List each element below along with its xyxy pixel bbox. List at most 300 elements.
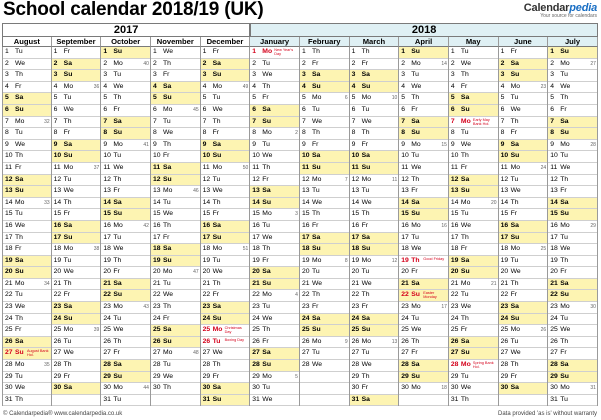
- weekday-abbr: Tu: [63, 256, 72, 264]
- weekday-abbr: Fr: [311, 59, 319, 67]
- day-number: 13: [450, 187, 459, 195]
- day-label: [103, 326, 123, 333]
- day-label: [5, 268, 24, 275]
- day-label: [103, 384, 122, 391]
- day-number: 19: [550, 256, 558, 264]
- weekday-abbr: Th: [311, 129, 320, 137]
- weekday-abbr: Fr: [510, 129, 517, 137]
- day-label: [501, 48, 517, 55]
- week-number: 13: [391, 338, 398, 345]
- weekday-abbr: We: [262, 314, 273, 322]
- weekday-abbr: We: [63, 105, 74, 113]
- day-label: [103, 176, 121, 183]
- day-label: [451, 396, 469, 403]
- day-cell: [449, 314, 498, 326]
- day-label: [252, 94, 268, 101]
- day-number: 20: [53, 268, 62, 276]
- day-number: 4: [5, 82, 9, 90]
- day-number: 3: [550, 71, 554, 79]
- day-number: 9: [5, 140, 9, 148]
- day-number: 1: [152, 48, 157, 55]
- day-number: 28: [550, 361, 558, 369]
- day-number: 27: [252, 349, 260, 357]
- day-label: [153, 373, 173, 380]
- day-number: 11: [351, 163, 359, 171]
- empty-cell: [52, 395, 101, 407]
- day-label: [501, 164, 520, 171]
- day-label: [103, 210, 122, 217]
- day-label: [352, 384, 368, 391]
- day-number: 11: [252, 163, 260, 171]
- weekday-abbr: Tu: [262, 221, 270, 229]
- month-column-june: [499, 47, 549, 406]
- weekday-abbr: Sa: [15, 94, 24, 102]
- day-label: [550, 129, 569, 136]
- day-cell: [350, 372, 399, 384]
- day-number: 5: [103, 94, 108, 102]
- day-cell: [201, 209, 250, 221]
- weekday-abbr: Su: [262, 279, 271, 287]
- day-label: [103, 118, 121, 125]
- day-number: 6: [450, 105, 455, 113]
- weekday-abbr: Sa: [15, 256, 24, 264]
- day-cell: [399, 325, 448, 337]
- day-cell: [201, 175, 250, 187]
- day-number: 19: [152, 256, 161, 264]
- day-cell: [250, 256, 299, 268]
- day-number: 28: [252, 361, 260, 369]
- weekday-abbr: Sa: [262, 349, 271, 357]
- day-cell: [548, 221, 597, 233]
- day-label: [550, 234, 568, 241]
- day-cell: [499, 325, 548, 337]
- weekday-abbr: We: [411, 326, 422, 334]
- day-label: [5, 94, 23, 101]
- day-label: [451, 199, 470, 206]
- day-label: [302, 349, 320, 356]
- day-cell: [449, 70, 498, 82]
- day-cell: [201, 314, 250, 326]
- weekday-abbr: Tu: [15, 291, 23, 299]
- day-label: [302, 291, 320, 298]
- week-number: 7: [344, 176, 348, 183]
- day-number: 6: [202, 105, 207, 113]
- day-label: [501, 141, 519, 148]
- week-number: 49: [242, 83, 249, 90]
- day-number: 9: [500, 140, 505, 148]
- day-cell: [548, 175, 597, 187]
- weekday-abbr: We: [113, 245, 124, 253]
- week-number: 17: [441, 304, 447, 311]
- day-cell: [399, 256, 448, 268]
- day-number: 8: [401, 129, 406, 137]
- day-label: [203, 94, 221, 101]
- weekday-abbr: Fr: [113, 105, 120, 113]
- day-number: 7: [53, 117, 58, 125]
- weekday-abbr: Fr: [212, 48, 220, 55]
- day-cell: [499, 82, 548, 94]
- day-number: 11: [53, 163, 61, 171]
- day-number: 17: [301, 233, 310, 241]
- day-label: [203, 129, 219, 136]
- day-number: 13: [351, 187, 360, 195]
- day-cell: [548, 290, 597, 302]
- day-cell: [201, 337, 250, 349]
- day-number: 1: [500, 48, 505, 55]
- day-label: [451, 245, 467, 252]
- day-label: [501, 384, 519, 391]
- weekday-abbr: Th: [411, 337, 420, 345]
- day-number: 8: [450, 129, 455, 137]
- weekday-abbr: Su: [560, 372, 569, 380]
- weekday-abbr: Tu: [361, 349, 370, 357]
- week-number: 51: [242, 246, 249, 253]
- day-label: [203, 315, 222, 322]
- weekday-abbr: Tu: [113, 395, 121, 403]
- day-label: [103, 315, 121, 322]
- week-number: 35: [44, 362, 50, 369]
- day-label: [203, 199, 221, 206]
- day-cell: [101, 302, 150, 314]
- day-cell: [350, 302, 399, 314]
- day-label: [451, 83, 467, 90]
- day-label: [501, 245, 520, 252]
- day-number: 23: [103, 303, 111, 311]
- day-label: [5, 349, 24, 356]
- weekday-abbr: Th: [262, 82, 271, 90]
- empty-cell: [399, 395, 448, 407]
- weekday-abbr: Th: [361, 129, 370, 137]
- day-number: 21: [53, 279, 62, 287]
- week-number: 46: [193, 188, 199, 195]
- weekday-abbr: Fr: [460, 163, 468, 171]
- day-label: [501, 303, 519, 310]
- weekday-abbr: Su: [560, 48, 569, 55]
- day-cell: [250, 314, 299, 326]
- weekday-abbr: Mo: [212, 163, 223, 171]
- day-label: [352, 268, 370, 275]
- day-number: 8: [301, 129, 306, 137]
- weekday-abbr: Fr: [361, 303, 369, 311]
- weekday-abbr: Fr: [162, 233, 170, 241]
- weekday-abbr: Th: [262, 326, 271, 334]
- day-number: 3: [351, 71, 356, 79]
- day-cell: [52, 70, 101, 82]
- day-number: 6: [53, 105, 58, 113]
- brand-logo[interactable]: [524, 2, 597, 19]
- day-cell: [101, 256, 150, 268]
- day-label: [153, 210, 173, 217]
- day-label: [401, 291, 420, 298]
- day-cell: [350, 175, 399, 187]
- day-label: [352, 199, 372, 206]
- day-label: [550, 384, 569, 391]
- day-number: 10: [500, 152, 509, 160]
- day-label: [203, 83, 222, 90]
- day-cell: [250, 395, 299, 407]
- weekday-abbr: We: [162, 48, 174, 55]
- weekday-abbr: Fr: [411, 268, 418, 276]
- weekday-abbr: We: [460, 221, 471, 229]
- weekday-abbr: Mo: [311, 256, 322, 264]
- weekday-abbr: Fr: [162, 314, 170, 322]
- day-label: [103, 187, 119, 194]
- weekday-abbr: Su: [361, 245, 371, 253]
- day-label: [54, 280, 72, 287]
- day-number: 12: [5, 175, 13, 183]
- week-number: 32: [44, 118, 50, 125]
- month-column-october: [101, 47, 151, 406]
- day-number: 20: [450, 268, 459, 276]
- weekday-abbr: We: [460, 384, 471, 392]
- day-number: 19: [450, 256, 459, 264]
- weekday-abbr: Th: [361, 48, 370, 55]
- day-cell: [300, 209, 349, 221]
- day-number: 26: [5, 337, 13, 345]
- weekday-abbr: Sa: [15, 337, 24, 345]
- day-number: 15: [401, 210, 409, 218]
- day-cell: [151, 372, 200, 384]
- day-label: [103, 303, 122, 310]
- day-cell: [201, 163, 250, 175]
- weekday-abbr: We: [162, 129, 174, 137]
- day-cell: [499, 105, 548, 117]
- day-number: 8: [550, 129, 554, 137]
- holiday-note: New Year's Day: [274, 48, 294, 56]
- day-number: 2: [53, 59, 58, 67]
- day-number: 24: [103, 314, 111, 322]
- day-label: [54, 141, 72, 148]
- day-label: [302, 210, 320, 217]
- day-label: [5, 210, 23, 217]
- day-number: 15: [301, 210, 310, 218]
- weekday-abbr: Fr: [510, 48, 517, 55]
- weekday-abbr: Th: [510, 198, 519, 206]
- day-cell: [399, 233, 448, 245]
- weekday-abbr: Sa: [113, 198, 122, 206]
- weekday-abbr: Mo: [361, 94, 372, 102]
- day-number: 7: [152, 117, 157, 125]
- day-cell: [300, 221, 349, 233]
- weekday-abbr: Th: [311, 291, 320, 299]
- day-cell: [201, 221, 250, 233]
- day-cell: [449, 117, 498, 129]
- weekday-abbr: Fr: [560, 268, 567, 276]
- weekday-abbr: Su: [162, 256, 172, 264]
- day-number: 17: [152, 233, 161, 241]
- day-cell: [548, 233, 597, 245]
- day-label: [550, 326, 570, 333]
- day-label: [252, 268, 270, 275]
- day-cell: [548, 59, 597, 71]
- day-number: 31: [252, 395, 260, 403]
- day-number: 17: [53, 233, 62, 241]
- day-number: 20: [202, 268, 211, 276]
- weekday-abbr: We: [510, 187, 521, 195]
- day-label: [54, 129, 70, 136]
- day-label: [5, 106, 24, 113]
- day-label: [550, 187, 566, 194]
- day-number: 20: [550, 268, 558, 276]
- day-cell: [101, 221, 150, 233]
- day-cell: [3, 325, 51, 337]
- weekday-abbr: Th: [162, 221, 171, 229]
- day-number: 20: [103, 268, 111, 276]
- day-number: 6: [351, 105, 356, 113]
- weekday-abbr: Tu: [560, 152, 568, 160]
- week-number: 12: [391, 257, 398, 264]
- weekday-abbr: Mo: [460, 361, 471, 369]
- day-cell: [499, 59, 548, 71]
- day-label: [451, 234, 469, 241]
- weekday-abbr: Sa: [162, 245, 172, 253]
- day-label: [352, 94, 371, 101]
- weekday-abbr: Sa: [311, 152, 321, 160]
- day-label: [550, 83, 570, 90]
- day-number: 15: [351, 210, 360, 218]
- day-number: 1: [550, 48, 554, 55]
- day-label: [401, 349, 417, 356]
- day-label: [352, 106, 370, 113]
- day-number: 26: [401, 337, 409, 345]
- day-label: [451, 48, 469, 55]
- weekday-abbr: Th: [361, 210, 370, 218]
- day-label: [252, 257, 268, 264]
- day-cell: [449, 256, 498, 268]
- day-label: [352, 118, 372, 125]
- weekday-abbr: Mo: [113, 59, 123, 67]
- day-cell: [548, 314, 597, 326]
- day-label: [451, 349, 470, 356]
- day-cell: [250, 209, 299, 221]
- day-number: 24: [450, 314, 459, 322]
- day-number: 23: [401, 303, 409, 311]
- day-number: 3: [53, 71, 58, 79]
- weekday-abbr: Sa: [262, 105, 271, 113]
- day-number: 27: [103, 349, 111, 357]
- weekday-abbr: Fr: [262, 256, 269, 264]
- weekday-abbr: Sa: [63, 384, 72, 392]
- day-number: 23: [301, 303, 310, 311]
- day-cell: [449, 175, 498, 187]
- day-number: 5: [53, 94, 58, 102]
- day-cell: [499, 267, 548, 279]
- day-cell: [399, 267, 448, 279]
- day-cell: [449, 348, 498, 360]
- weekday-abbr: Fr: [15, 163, 22, 171]
- day-number: 12: [202, 175, 211, 183]
- day-number: 30: [5, 384, 13, 392]
- day-label: [203, 60, 221, 67]
- month-header-november: November: [151, 37, 201, 47]
- weekday-abbr: Fr: [212, 291, 220, 299]
- day-number: 4: [53, 82, 58, 90]
- day-number: 7: [450, 117, 455, 125]
- day-number: 4: [152, 82, 157, 90]
- day-label: [401, 210, 420, 217]
- weekday-abbr: Sa: [460, 256, 470, 264]
- day-number: 22: [103, 291, 111, 299]
- weekday-abbr: Mo: [212, 82, 223, 90]
- day-cell: [101, 325, 150, 337]
- day-label: [203, 396, 222, 403]
- day-cell: [3, 163, 51, 175]
- day-label: [550, 210, 569, 217]
- weekday-abbr: Sa: [411, 117, 420, 125]
- day-cell: [101, 93, 150, 105]
- holiday-note: Easter Monday: [423, 291, 437, 300]
- day-number: 4: [550, 82, 554, 90]
- weekday-abbr: Th: [63, 361, 72, 369]
- weekday-abbr: Th: [63, 198, 72, 206]
- day-number: 29: [550, 372, 558, 380]
- day-number: 15: [103, 210, 111, 218]
- day-cell: [399, 70, 448, 82]
- day-number: 16: [5, 221, 13, 229]
- day-cell: [52, 186, 101, 198]
- weekday-abbr: Tu: [560, 314, 568, 322]
- day-cell: [3, 175, 51, 187]
- day-number: 27: [301, 349, 310, 357]
- day-number: 13: [53, 187, 62, 195]
- calendar-grid: [2, 23, 598, 406]
- weekday-abbr: Th: [162, 384, 171, 392]
- day-cell: [201, 128, 250, 140]
- weekday-abbr: Su: [63, 233, 73, 241]
- weekday-abbr: Tu: [460, 48, 469, 55]
- weekday-abbr: Th: [212, 198, 221, 206]
- day-label: [550, 291, 569, 298]
- day-number: 30: [500, 384, 509, 392]
- day-label: [501, 176, 519, 183]
- day-number: 18: [53, 245, 62, 253]
- day-number: 14: [500, 198, 509, 206]
- day-number: 3: [301, 71, 306, 79]
- day-number: 6: [252, 105, 257, 113]
- day-cell: [151, 279, 200, 291]
- week-number: 18: [441, 385, 447, 392]
- day-label: [401, 129, 420, 136]
- month-column-november: [151, 47, 201, 406]
- day-cell: [499, 70, 548, 82]
- weekday-abbr: Sa: [361, 233, 370, 241]
- day-cell: [300, 186, 349, 198]
- day-number: 29: [401, 372, 409, 380]
- day-number: 7: [550, 117, 554, 125]
- day-cell: [201, 302, 250, 314]
- day-label: [103, 257, 121, 264]
- day-number: 1: [351, 48, 356, 55]
- day-number: 8: [152, 129, 157, 137]
- day-label: [54, 60, 72, 67]
- weekday-abbr: Su: [411, 291, 420, 299]
- day-number: 14: [550, 198, 558, 206]
- day-label: [5, 83, 21, 90]
- footer-copyright[interactable]: © Calendarpedia® www.calendarpedia.co.uk: [3, 411, 123, 417]
- day-number: 14: [450, 198, 459, 206]
- day-label: [501, 361, 519, 368]
- day-cell: [548, 279, 597, 291]
- weekday-abbr: We: [411, 163, 422, 171]
- day-cell: [3, 198, 51, 210]
- day-cell: [101, 244, 150, 256]
- weekday-abbr: Th: [113, 175, 122, 183]
- day-label: [252, 222, 270, 229]
- day-cell: [499, 256, 548, 268]
- day-cell: [151, 70, 200, 82]
- brand-name-main: Calendar: [523, 2, 570, 14]
- day-number: 5: [252, 94, 257, 102]
